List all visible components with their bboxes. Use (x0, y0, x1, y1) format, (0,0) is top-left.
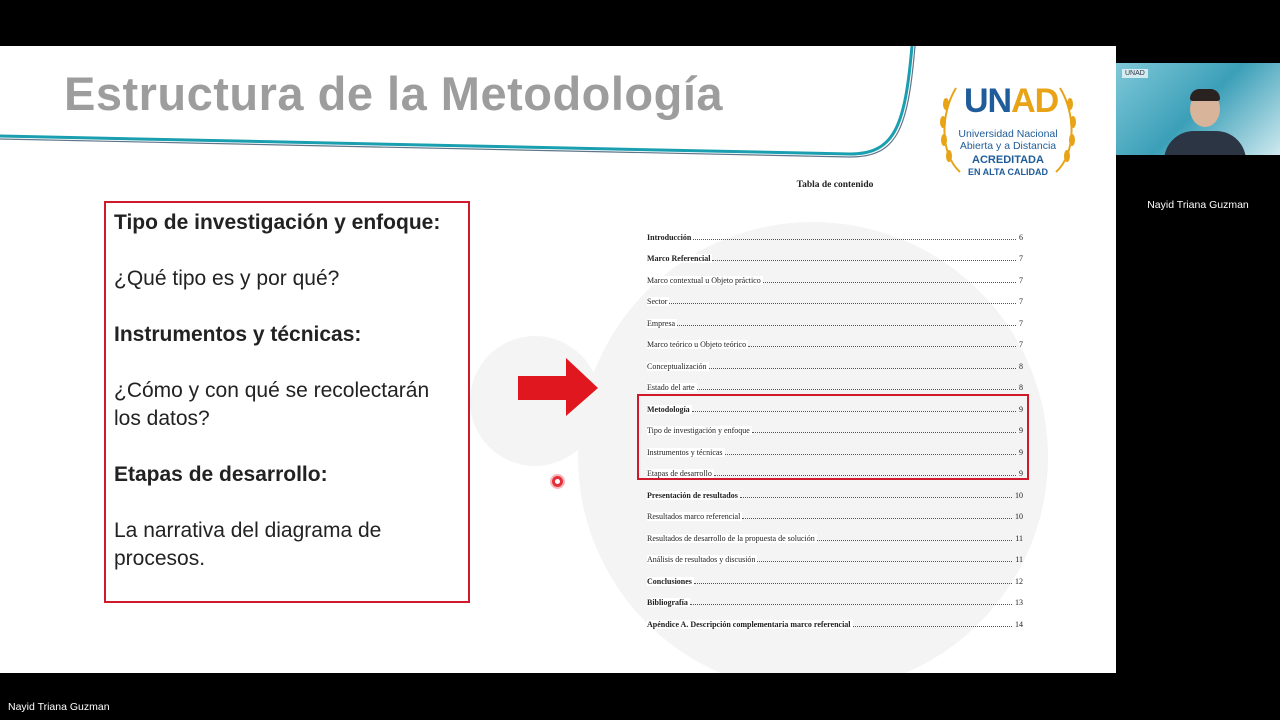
toc-row (647, 371, 1023, 393)
toc-entry-label: Análisis de resultados y discusión (647, 555, 756, 564)
toc-entry-label: Marco Referencial (647, 254, 711, 263)
toc-row (647, 478, 1023, 500)
right-arrow-icon (518, 358, 600, 418)
toc-leader-dots (712, 260, 1016, 261)
toc-entry-page: 7 (1019, 318, 1023, 328)
toc-entry-page: 14 (1015, 619, 1023, 629)
toc-entry-page: 9 (1019, 469, 1023, 478)
participant-hair (1190, 89, 1220, 101)
toc-entry-page: 11 (1015, 555, 1023, 564)
toc-leader-dots (697, 389, 1016, 390)
toc-entry-label: Tipo de investigación y enfoque (647, 426, 750, 435)
toc-entry-page: 9 (1019, 447, 1023, 457)
toc-entry-page: 8 (1019, 361, 1023, 371)
toc-entry-label: Metodología (647, 404, 690, 414)
toc-leader-dots (817, 540, 1013, 541)
participant-video-tile[interactable] (1116, 63, 1280, 155)
toc-row (647, 543, 1023, 565)
toc-entry-label: Estado del arte (647, 383, 695, 392)
participant-name-label: Nayid Triana Guzman (1147, 199, 1249, 211)
toc-entry-page: 9 (1019, 426, 1023, 435)
toc-row (647, 242, 1023, 264)
toc-leader-dots (709, 368, 1016, 369)
presenter-name-label: Nayid Triana Guzman (8, 701, 110, 713)
slide-title: Estructura de la Metodología (64, 67, 724, 120)
toc-row (647, 328, 1023, 350)
toc-leader-dots (693, 239, 1016, 240)
textbox-question-type: ¿Qué tipo es y por qué? (114, 267, 340, 290)
toc-row (647, 586, 1023, 608)
toc-leader-dots (677, 325, 1016, 326)
toc-entry-label: Etapas de desarrollo (647, 469, 712, 478)
toc-entry-page: 7 (1019, 275, 1023, 285)
toc-entry-label: Conclusiones (647, 576, 692, 586)
logo-accreditation: ACREDITADA (972, 154, 1044, 166)
toc-leader-dots (853, 626, 1012, 627)
toc-row (647, 285, 1023, 307)
toc-row (647, 500, 1023, 522)
textbox-heading-stages: Etapas de desarrollo: (114, 463, 328, 486)
textbox-heading-instruments: Instrumentos y técnicas: (114, 323, 362, 346)
toc-row (647, 263, 1023, 285)
toc-entry-label: Resultados de desarrollo de la propuesta de solución (647, 533, 815, 543)
methodology-highlight-box (637, 394, 1029, 480)
logo-line-1: Universidad Nacional (958, 128, 1058, 140)
toc-leader-dots (694, 583, 1012, 584)
toc-row (647, 607, 1023, 629)
toc-row (647, 349, 1023, 371)
toc-row (647, 306, 1023, 328)
toc-leader-dots (748, 346, 1016, 347)
toc-entry-page: 7 (1019, 340, 1023, 349)
toc-row (647, 564, 1023, 586)
toc-entry-page: 11 (1015, 533, 1023, 543)
toc-entry-label: Apéndice A. Descripción complementaria marco referencial (647, 619, 851, 629)
toc-leader-dots (742, 518, 1012, 519)
toc-leader-dots (757, 561, 1012, 562)
toc-entry-label: Marco teórico u Objeto teórico (647, 340, 747, 349)
toc-entry-page: 7 (1019, 254, 1023, 263)
toc-row (647, 521, 1023, 543)
toc-entry-page: 10 (1015, 512, 1023, 521)
unad-logo (938, 76, 1078, 178)
textbox-stages-description: La narrativa del diagrama de procesos. (114, 519, 382, 570)
toc-entry-label: Introducción (647, 232, 692, 242)
toc-title: Tabla de contenido (796, 180, 874, 190)
toc-entry-page: 7 (1019, 297, 1023, 306)
textbox-heading-type: Tipo de investigación y enfoque: (114, 211, 441, 234)
participant-body (1164, 131, 1246, 155)
laser-pointer-icon (552, 476, 563, 487)
video-background-logo: UNAD (1122, 69, 1148, 78)
toc-leader-dots (669, 303, 1016, 304)
toc-entry-page: 10 (1015, 490, 1023, 500)
toc-entry-label: Instrumentos y técnicas (647, 447, 723, 457)
toc-entry-label: Presentación de resultados (647, 490, 738, 500)
toc-entry-page: 12 (1015, 576, 1023, 586)
textbox-question-instruments: ¿Cómo y con qué se recolectarán los datos? (114, 379, 430, 430)
toc-entry-label: Empresa (647, 318, 675, 328)
toc-entry-page: 13 (1015, 598, 1023, 607)
toc-entry-label: Conceptualización (647, 361, 707, 371)
presentation-slide (0, 46, 1116, 673)
toc-row (647, 220, 1023, 242)
logo-quality: EN ALTA CALIDAD (968, 167, 1048, 177)
logo-line-2: Abierta y a Distancia (959, 140, 1057, 152)
toc-entry-page: 6 (1019, 232, 1023, 242)
toc-leader-dots (690, 604, 1012, 605)
toc-entry-page: 9 (1019, 404, 1023, 414)
logo-wordmark: UNAD (964, 82, 1059, 120)
toc-entry-page: 8 (1019, 383, 1023, 392)
toc-leader-dots (763, 282, 1016, 283)
toc-entry-label: Sector (647, 297, 668, 306)
methodology-textbox (104, 201, 470, 603)
toc-entry-label: Resultados marco referencial (647, 512, 741, 521)
toc-entry-label: Marco contextual u Objeto práctico (647, 275, 761, 285)
toc-leader-dots (740, 497, 1012, 498)
toc-entry-label: Bibliografía (647, 598, 688, 607)
